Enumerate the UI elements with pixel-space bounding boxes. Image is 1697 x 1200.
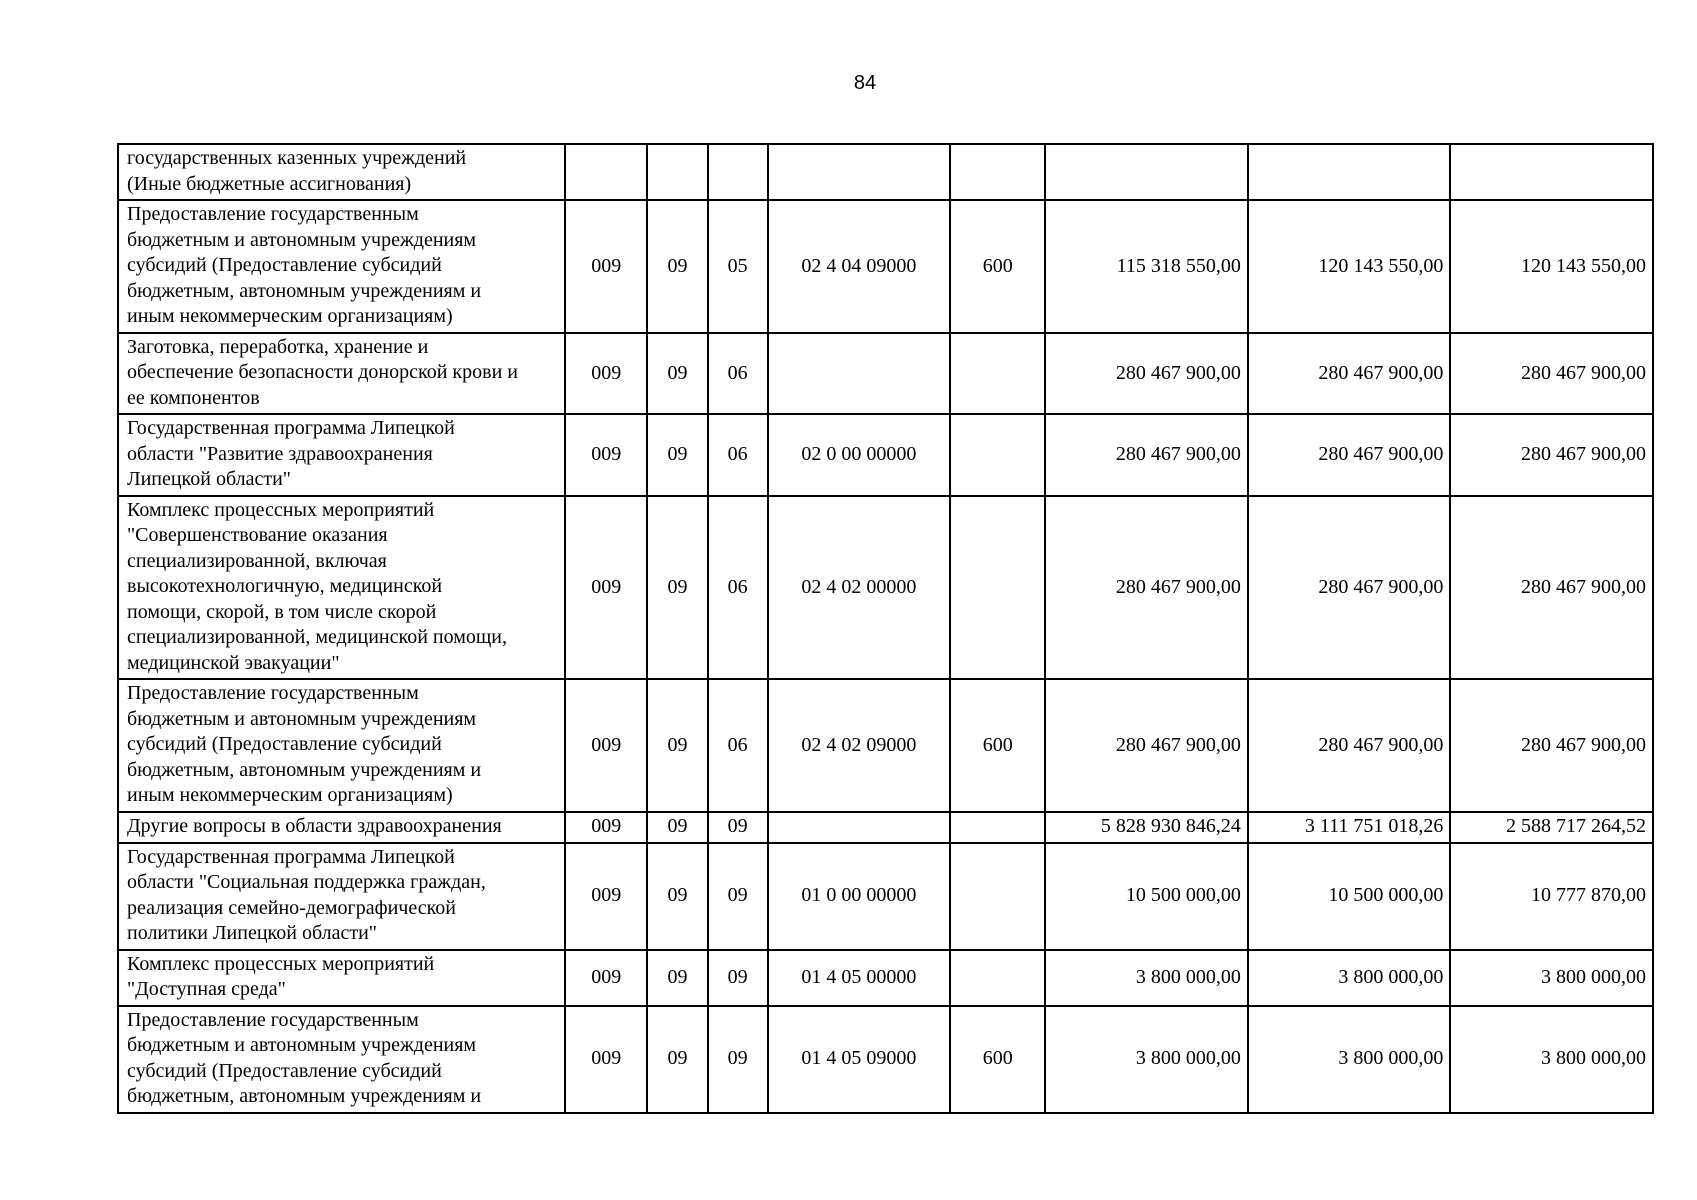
pr-code-cell: 06: [708, 333, 768, 415]
amount-year2-cell: 120 143 550,00: [1248, 200, 1451, 333]
gr-code-cell: 009: [565, 200, 647, 333]
pr-code-cell: [708, 144, 768, 200]
row-name-cell: Предоставление государственным бюджетным и автономным учреждениям субсидий (Предоставление субсидий бюджетным, автономным учреждениям и: [118, 1006, 565, 1113]
amount-year3-cell: 280 467 900,00: [1450, 496, 1653, 680]
gr-code-cell: [565, 144, 647, 200]
pr-code-cell: 06: [708, 414, 768, 496]
expense-type-cell: [950, 144, 1045, 200]
amount-year3-cell: 120 143 550,00: [1450, 200, 1653, 333]
table-row: [118, 950, 1653, 1006]
rz-code-cell: 09: [647, 414, 707, 496]
pr-code-cell: 09: [708, 812, 768, 843]
table-row: [118, 496, 1653, 680]
expense-type-cell: [950, 843, 1045, 950]
amount-year2-cell: 3 800 000,00: [1248, 1006, 1451, 1113]
amount-year1-cell: 3 800 000,00: [1045, 1006, 1248, 1113]
page-number: 84: [853, 72, 877, 94]
expense-type-cell: 600: [950, 1006, 1045, 1113]
row-name-cell: государственных казенных учреждений (Иные бюджетные ассигнования): [118, 144, 565, 200]
target-article-cell: 01 4 05 00000: [768, 950, 950, 1006]
row-name-cell: Комплекс процессных мероприятий "Доступная среда": [118, 950, 565, 1006]
amount-year3-cell: 280 467 900,00: [1450, 679, 1653, 812]
amount-year1-cell: 3 800 000,00: [1045, 950, 1248, 1006]
amount-year2-cell: 3 800 000,00: [1248, 950, 1451, 1006]
amount-year3-cell: 280 467 900,00: [1450, 414, 1653, 496]
table-row: [118, 333, 1653, 415]
table-row: [118, 679, 1653, 812]
amount-year1-cell: 10 500 000,00: [1045, 843, 1248, 950]
amount-year2-cell: 10 500 000,00: [1248, 843, 1451, 950]
table-row: [118, 200, 1653, 333]
table-row: [118, 812, 1653, 843]
row-name-cell: Государственная программа Липецкой области "Социальная поддержка граждан, реализация семейно-демографической политики Липецкой области": [118, 843, 565, 950]
gr-code-cell: 009: [565, 1006, 647, 1113]
row-name-cell: Другие вопросы в области здравоохранения: [118, 812, 565, 843]
pr-code-cell: 09: [708, 843, 768, 950]
target-article-cell: 01 0 00 00000: [768, 843, 950, 950]
target-article-cell: 02 4 04 09000: [768, 200, 950, 333]
gr-code-cell: 009: [565, 812, 647, 843]
rz-code-cell: 09: [647, 679, 707, 812]
row-name-cell: Предоставление государственным бюджетным и автономным учреждениям субсидий (Предоставление субсидий бюджетным, автономным учреждениям и иным некоммерческим организациям): [118, 200, 565, 333]
budget-table: [117, 143, 1654, 1114]
amount-year1-cell: 280 467 900,00: [1045, 333, 1248, 415]
pr-code-cell: 06: [708, 496, 768, 680]
rz-code-cell: 09: [647, 950, 707, 1006]
row-name-cell: Заготовка, переработка, хранение и обеспечение безопасности донорской крови и ее компонентов: [118, 333, 565, 415]
gr-code-cell: 009: [565, 496, 647, 680]
target-article-cell: 02 4 02 09000: [768, 679, 950, 812]
target-article-cell: 01 4 05 09000: [768, 1006, 950, 1113]
amount-year2-cell: 280 467 900,00: [1248, 414, 1451, 496]
gr-code-cell: 009: [565, 679, 647, 812]
row-name-cell: Комплекс процессных мероприятий "Совершенствование оказания специализированной, включая высокотехнологичную, медицинской помощи, скорой, в том числе скорой специализированной, медицинской помощи, медицинской эвакуации": [118, 496, 565, 680]
table-row: [118, 414, 1653, 496]
amount-year2-cell: 280 467 900,00: [1248, 679, 1451, 812]
row-name-cell: Предоставление государственным бюджетным и автономным учреждениям субсидий (Предоставление субсидий бюджетным, автономным учреждениям и иным некоммерческим организациям): [118, 679, 565, 812]
amount-year1-cell: 5 828 930 846,24: [1045, 812, 1248, 843]
target-article-cell: [768, 144, 950, 200]
row-name-cell: Государственная программа Липецкой области "Развитие здравоохранения Липецкой области": [118, 414, 565, 496]
rz-code-cell: 09: [647, 333, 707, 415]
expense-type-cell: 600: [950, 679, 1045, 812]
amount-year3-cell: 3 800 000,00: [1450, 1006, 1653, 1113]
expense-type-cell: [950, 333, 1045, 415]
amount-year3-cell: [1450, 144, 1653, 200]
amount-year1-cell: 115 318 550,00: [1045, 200, 1248, 333]
amount-year2-cell: 280 467 900,00: [1248, 333, 1451, 415]
gr-code-cell: 009: [565, 843, 647, 950]
target-article-cell: [768, 812, 950, 843]
amount-year3-cell: 280 467 900,00: [1450, 333, 1653, 415]
gr-code-cell: 009: [565, 333, 647, 415]
rz-code-cell: 09: [647, 496, 707, 680]
amount-year1-cell: 280 467 900,00: [1045, 496, 1248, 680]
amount-year1-cell: 280 467 900,00: [1045, 679, 1248, 812]
amount-year3-cell: 2 588 717 264,52: [1450, 812, 1653, 843]
amount-year3-cell: 10 777 870,00: [1450, 843, 1653, 950]
pr-code-cell: 06: [708, 679, 768, 812]
rz-code-cell: 09: [647, 200, 707, 333]
target-article-cell: 02 0 00 00000: [768, 414, 950, 496]
gr-code-cell: 009: [565, 950, 647, 1006]
gr-code-cell: 009: [565, 414, 647, 496]
rz-code-cell: 09: [647, 843, 707, 950]
table-row: [118, 1006, 1653, 1113]
expense-type-cell: [950, 496, 1045, 680]
amount-year3-cell: 3 800 000,00: [1450, 950, 1653, 1006]
amount-year2-cell: 3 111 751 018,26: [1248, 812, 1451, 843]
expense-type-cell: [950, 414, 1045, 496]
target-article-cell: 02 4 02 00000: [768, 496, 950, 680]
target-article-cell: [768, 333, 950, 415]
expense-type-cell: 600: [950, 200, 1045, 333]
rz-code-cell: [647, 144, 707, 200]
amount-year1-cell: 280 467 900,00: [1045, 414, 1248, 496]
pr-code-cell: 09: [708, 950, 768, 1006]
expense-type-cell: [950, 950, 1045, 1006]
rz-code-cell: 09: [647, 1006, 707, 1113]
amount-year2-cell: [1248, 144, 1451, 200]
amount-year1-cell: [1045, 144, 1248, 200]
amount-year2-cell: 280 467 900,00: [1248, 496, 1451, 680]
expense-type-cell: [950, 812, 1045, 843]
table-row: [118, 843, 1653, 950]
pr-code-cell: 05: [708, 200, 768, 333]
pr-code-cell: 09: [708, 1006, 768, 1113]
rz-code-cell: 09: [647, 812, 707, 843]
table-row: [118, 144, 1653, 200]
